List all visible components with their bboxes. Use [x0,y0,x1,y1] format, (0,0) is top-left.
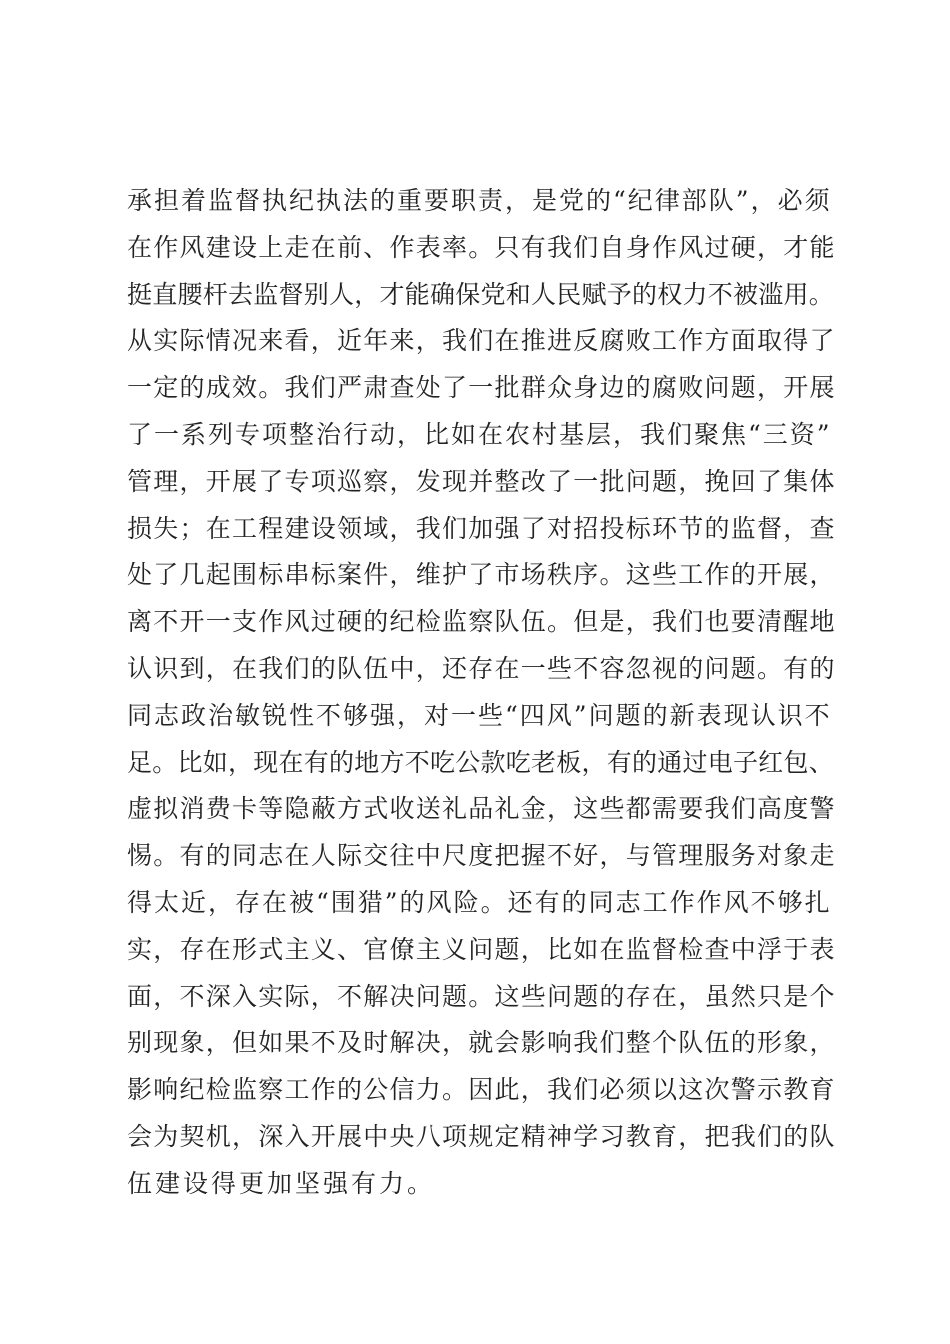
text-line: 管理，开展了专项巡察，发现并整改了一批问题，挽回了集体 [127,466,836,496]
text-line: 会为契机，深入开展中央八项规定精神学习教育，把我们的队 [127,1121,836,1151]
text-line: 离不开一支作风过硬的纪检监察队伍。但是，我们也要清醒地 [127,607,836,637]
text-line: 得太近，存在被“围猎”的风险。还有的同志工作作风不够扎 [127,887,832,917]
text-line: 在作风建设上走在前、作表率。只有我们自身作风过硬，才能 [127,232,836,262]
text-line: 挺直腰杆去监督别人，才能确保党和人民赋予的权力不被滥用。 [127,279,835,309]
text-line: 影响纪检监察工作的公信力。因此，我们必须以这次警示教育 [127,1075,836,1105]
text-line: 面，不深入实际，不解决问题。这些问题的存在，虽然只是个 [127,981,836,1011]
text-line: 承担着监督执纪执法的重要职责，是党的“纪律部队”，必须 [127,186,832,215]
text-line: 虚拟消费卡等隐蔽方式收送礼品礼金，这些都需要我们高度警 [127,794,836,824]
text-line: 惕。有的同志在人际交往中尺度把握不好，与管理服务对象走 [127,841,836,871]
text-line: 从实际情况来看，近年来，我们在推进反腐败工作方面取得了 [127,326,836,356]
text-line: 损失；在工程建设领域，我们加强了对招投标环节的监督，查 [127,513,836,543]
text-line: 实，存在形式主义、官僚主义问题，比如在监督检查中浮于表 [127,934,836,964]
text-line: 了一系列专项整治行动，比如在农村基层，我们聚焦“三资” [127,419,832,449]
body-paragraph [127,178,837,1208]
text-line: 处了几起围标串标案件，维护了市场秩序。这些工作的开展， [127,560,836,590]
text-line: 同志政治敏锐性不够强，对一些“四风”问题的新表现认识不 [127,700,832,730]
text-line: 一定的成效。我们严肃查处了一批群众身边的腐败问题，开展 [127,373,836,403]
text-line: 伍建设得更加坚强有力。 [127,1168,436,1198]
text-line: 别现象，但如果不及时解决，就会影响我们整个队伍的形象， [127,1028,836,1058]
text-line: 认识到，在我们的队伍中，还存在一些不容忽视的问题。有的 [127,653,836,683]
text-line: 足。比如，现在有的地方不吃公款吃老板，有的通过电子红包、 [127,747,835,777]
